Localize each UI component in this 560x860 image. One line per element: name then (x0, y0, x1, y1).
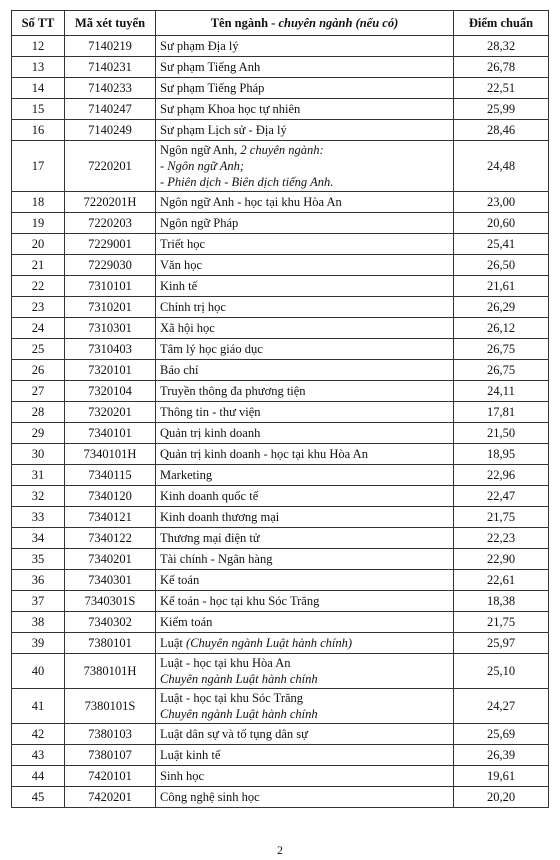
table-row (12, 99, 549, 120)
cell-no: 24 (12, 318, 65, 339)
table-row (12, 745, 549, 766)
table-row (12, 787, 549, 808)
cell-no: 44 (12, 766, 65, 787)
table-row (12, 444, 549, 465)
cell-code: 7380101H (65, 654, 156, 689)
cell-name (156, 745, 454, 766)
cell-no: 38 (12, 612, 65, 633)
cell-score: 25,99 (454, 99, 549, 120)
cell-name (156, 318, 454, 339)
cell-name-segment: Luật dân sự và tố tụng dân sự (160, 727, 308, 741)
cell-code: 7320201 (65, 402, 156, 423)
cell-name-segment: Sinh học (160, 769, 205, 783)
cell-no: 22 (12, 276, 65, 297)
cell-name (156, 360, 454, 381)
table-row (12, 78, 549, 99)
cell-name-segment: Luật - học tại khu Hòa An (160, 656, 291, 670)
cell-score: 26,75 (454, 360, 549, 381)
cell-code: 7340201 (65, 549, 156, 570)
table-row (12, 689, 549, 724)
cell-name-segment: Chuyên ngành Luật hành chính (160, 672, 318, 686)
cell-name-segment: Luật kinh tế (160, 748, 221, 762)
cell-name-segment: Chính trị học (160, 300, 226, 314)
cell-score: 25,69 (454, 724, 549, 745)
cell-name-segment: Quản trị kinh doanh - học tại khu Hòa An (160, 447, 368, 461)
cell-name-segment: Marketing (160, 468, 213, 482)
table-row (12, 213, 549, 234)
table-row (12, 381, 549, 402)
cell-name-segment: 2 chuyên ngành: (240, 143, 324, 157)
cell-name (156, 689, 454, 724)
cell-name (156, 297, 454, 318)
cell-score: 26,75 (454, 339, 549, 360)
cell-name (156, 339, 454, 360)
cell-code: 7420201 (65, 787, 156, 808)
cell-no: 36 (12, 570, 65, 591)
cell-name (156, 654, 454, 689)
cell-score: 24,27 (454, 689, 549, 724)
cell-name-segment: Xã hội học (160, 321, 215, 335)
cell-name-segment: Luật - học tại khu Sóc Trăng (160, 691, 304, 705)
table-row (12, 766, 549, 787)
table-row (12, 528, 549, 549)
cell-no: 17 (12, 141, 65, 192)
cell-name (156, 465, 454, 486)
cell-no: 35 (12, 549, 65, 570)
cell-code: 7320101 (65, 360, 156, 381)
cell-score: 26,50 (454, 255, 549, 276)
cell-name (156, 766, 454, 787)
cell-name-segment: Kinh doanh thương mại (160, 510, 280, 524)
cell-code: 7380101S (65, 689, 156, 724)
cell-score: 21,75 (454, 507, 549, 528)
table-row (12, 549, 549, 570)
table-row (12, 120, 549, 141)
cell-name (156, 633, 454, 654)
cell-name (156, 141, 454, 192)
cell-name-segment: Thông tin - thư viện (160, 405, 261, 419)
cell-name-segment: Kế toán - học tại khu Sóc Trăng (160, 594, 320, 608)
cell-score: 21,75 (454, 612, 549, 633)
cell-name-segment: Sư phạm Lịch sử - Địa lý (160, 123, 287, 137)
cell-score: 22,47 (454, 486, 549, 507)
cell-score: 28,32 (454, 36, 549, 57)
cell-code: 7340120 (65, 486, 156, 507)
cell-code: 7340301S (65, 591, 156, 612)
cell-no: 19 (12, 213, 65, 234)
cell-code: 7220201 (65, 141, 156, 192)
cell-name (156, 381, 454, 402)
table-row (12, 339, 549, 360)
cell-name (156, 36, 454, 57)
cell-score: 24,48 (454, 141, 549, 192)
cell-name (156, 234, 454, 255)
cell-no: 31 (12, 465, 65, 486)
cell-name (156, 255, 454, 276)
table-row (12, 402, 549, 423)
cell-name-segment: - Ngôn ngữ Anh; (160, 159, 245, 173)
cell-name (156, 276, 454, 297)
cell-no: 43 (12, 745, 65, 766)
cell-score: 22,90 (454, 549, 549, 570)
header-code: Mã xét tuyển (65, 11, 156, 36)
cell-name-segment: Quản trị kinh doanh (160, 426, 261, 440)
cell-name-segment: Truyền thông đa phương tiện (160, 384, 306, 398)
cell-name (156, 528, 454, 549)
cell-no: 34 (12, 528, 65, 549)
header-name (156, 11, 454, 36)
cell-name-segment: Ngôn ngữ Anh - học tại khu Hòa An (160, 195, 342, 209)
cell-name (156, 402, 454, 423)
cell-name-segment: Kinh doanh quốc tế (160, 489, 259, 503)
cell-code: 7140233 (65, 78, 156, 99)
cell-code: 7229001 (65, 234, 156, 255)
cell-score: 24,11 (454, 381, 549, 402)
cell-name (156, 612, 454, 633)
cell-name-segment: Chuyên ngành Luật hành chính (160, 707, 318, 721)
admission-score-table (11, 10, 549, 808)
cell-name-segment: Triết học (160, 237, 206, 251)
cell-code: 7340302 (65, 612, 156, 633)
cell-name-segment: Ngôn ngữ Pháp (160, 216, 239, 230)
cell-name (156, 591, 454, 612)
cell-score: 26,78 (454, 57, 549, 78)
cell-code: 7320104 (65, 381, 156, 402)
cell-name (156, 99, 454, 120)
cell-name (156, 192, 454, 213)
cell-name-segment: Báo chí (160, 363, 199, 377)
cell-no: 30 (12, 444, 65, 465)
cell-code: 7340301 (65, 570, 156, 591)
cell-code: 7420101 (65, 766, 156, 787)
cell-no: 37 (12, 591, 65, 612)
header-name-italic: chuyên ngành (nếu có) (278, 16, 399, 30)
cell-score: 22,61 (454, 570, 549, 591)
cell-name (156, 120, 454, 141)
cell-name-segment: Thương mại điện tử (160, 531, 260, 545)
cell-score: 25,97 (454, 633, 549, 654)
cell-code: 7380103 (65, 724, 156, 745)
cell-code: 7310301 (65, 318, 156, 339)
cell-score: 26,12 (454, 318, 549, 339)
cell-code: 7229030 (65, 255, 156, 276)
cell-no: 27 (12, 381, 65, 402)
cell-no: 42 (12, 724, 65, 745)
cell-score: 18,95 (454, 444, 549, 465)
cell-score: 26,39 (454, 745, 549, 766)
cell-score: 28,46 (454, 120, 549, 141)
header-score: Điểm chuẩn (454, 11, 549, 36)
cell-name-segment: Luật (160, 636, 187, 650)
cell-name (156, 549, 454, 570)
cell-score: 22,23 (454, 528, 549, 549)
table-row (12, 141, 549, 192)
cell-name-segment: Văn học (160, 258, 202, 272)
cell-name-segment: Sư phạm Địa lý (160, 39, 239, 53)
table-row (12, 192, 549, 213)
cell-score: 17,81 (454, 402, 549, 423)
cell-code: 7340115 (65, 465, 156, 486)
cell-name (156, 213, 454, 234)
cell-code: 7140231 (65, 57, 156, 78)
table-row (12, 507, 549, 528)
table-row (12, 486, 549, 507)
cell-code: 7380107 (65, 745, 156, 766)
cell-code: 7140247 (65, 99, 156, 120)
cell-no: 39 (12, 633, 65, 654)
table-row (12, 591, 549, 612)
table-row (12, 36, 549, 57)
cell-no: 15 (12, 99, 65, 120)
table-row (12, 57, 549, 78)
cell-name-segment: Kinh tế (160, 279, 198, 293)
cell-score: 21,61 (454, 276, 549, 297)
table-row (12, 255, 549, 276)
table-row (12, 724, 549, 745)
cell-no: 12 (12, 36, 65, 57)
cell-no: 45 (12, 787, 65, 808)
cell-no: 21 (12, 255, 65, 276)
cell-code: 7380101 (65, 633, 156, 654)
cell-no: 25 (12, 339, 65, 360)
cell-name (156, 724, 454, 745)
cell-name-segment: - Phiên dịch - Biên dịch tiếng Anh. (160, 175, 334, 189)
cell-code: 7220203 (65, 213, 156, 234)
cell-no: 14 (12, 78, 65, 99)
table-body (12, 36, 549, 808)
table-row (12, 612, 549, 633)
cell-no: 29 (12, 423, 65, 444)
table-row (12, 360, 549, 381)
cell-no: 20 (12, 234, 65, 255)
cell-name-segment: Sư phạm Tiếng Anh (160, 60, 261, 74)
cell-code: 7310201 (65, 297, 156, 318)
table-row (12, 423, 549, 444)
table-row (12, 465, 549, 486)
cell-score: 22,96 (454, 465, 549, 486)
cell-name-segment: Kiểm toán (160, 615, 213, 629)
page-number: 2 (277, 843, 283, 857)
cell-score: 25,41 (454, 234, 549, 255)
cell-code: 7220201H (65, 192, 156, 213)
cell-score: 20,20 (454, 787, 549, 808)
table-row (12, 276, 549, 297)
cell-no: 28 (12, 402, 65, 423)
cell-code: 7310101 (65, 276, 156, 297)
cell-code: 7340122 (65, 528, 156, 549)
cell-score: 23,00 (454, 192, 549, 213)
cell-score: 22,51 (454, 78, 549, 99)
cell-name-segment: Sư phạm Tiếng Pháp (160, 81, 265, 95)
cell-name (156, 78, 454, 99)
cell-no: 41 (12, 689, 65, 724)
cell-no: 40 (12, 654, 65, 689)
cell-name (156, 486, 454, 507)
cell-no: 16 (12, 120, 65, 141)
cell-score: 19,61 (454, 766, 549, 787)
cell-name-segment: Tài chính - Ngân hàng (160, 552, 273, 566)
cell-code: 7140219 (65, 36, 156, 57)
cell-no: 18 (12, 192, 65, 213)
cell-no: 13 (12, 57, 65, 78)
cell-name-segment: Công nghệ sinh học (160, 790, 260, 804)
cell-score: 21,50 (454, 423, 549, 444)
cell-code: 7340121 (65, 507, 156, 528)
table-row (12, 318, 549, 339)
cell-code: 7140249 (65, 120, 156, 141)
cell-name (156, 507, 454, 528)
cell-code: 7340101 (65, 423, 156, 444)
header-name-main: Tên ngành - (210, 16, 279, 30)
cell-name (156, 423, 454, 444)
cell-no: 32 (12, 486, 65, 507)
cell-name-segment: Kế toán (160, 573, 200, 587)
table-row (12, 297, 549, 318)
cell-no: 26 (12, 360, 65, 381)
cell-code: 7340101H (65, 444, 156, 465)
table-row (12, 654, 549, 689)
cell-name-segment: Sư phạm Khoa học tự nhiên (160, 102, 301, 116)
cell-score: 20,60 (454, 213, 549, 234)
cell-name-segment: (Chuyên ngành Luật hành chính) (186, 636, 353, 650)
cell-name-segment: Tâm lý học giáo dục (160, 342, 263, 356)
cell-score: 25,10 (454, 654, 549, 689)
header-no: Số TT (12, 11, 65, 36)
cell-no: 23 (12, 297, 65, 318)
cell-name (156, 570, 454, 591)
table-row (12, 633, 549, 654)
table-row (12, 234, 549, 255)
cell-name-segment: Ngôn ngữ Anh, (160, 143, 241, 157)
cell-code: 7310403 (65, 339, 156, 360)
table-row (12, 570, 549, 591)
cell-name (156, 57, 454, 78)
cell-score: 18,38 (454, 591, 549, 612)
cell-name (156, 787, 454, 808)
cell-score: 26,29 (454, 297, 549, 318)
cell-no: 33 (12, 507, 65, 528)
table-header-row (12, 11, 549, 36)
cell-name (156, 444, 454, 465)
